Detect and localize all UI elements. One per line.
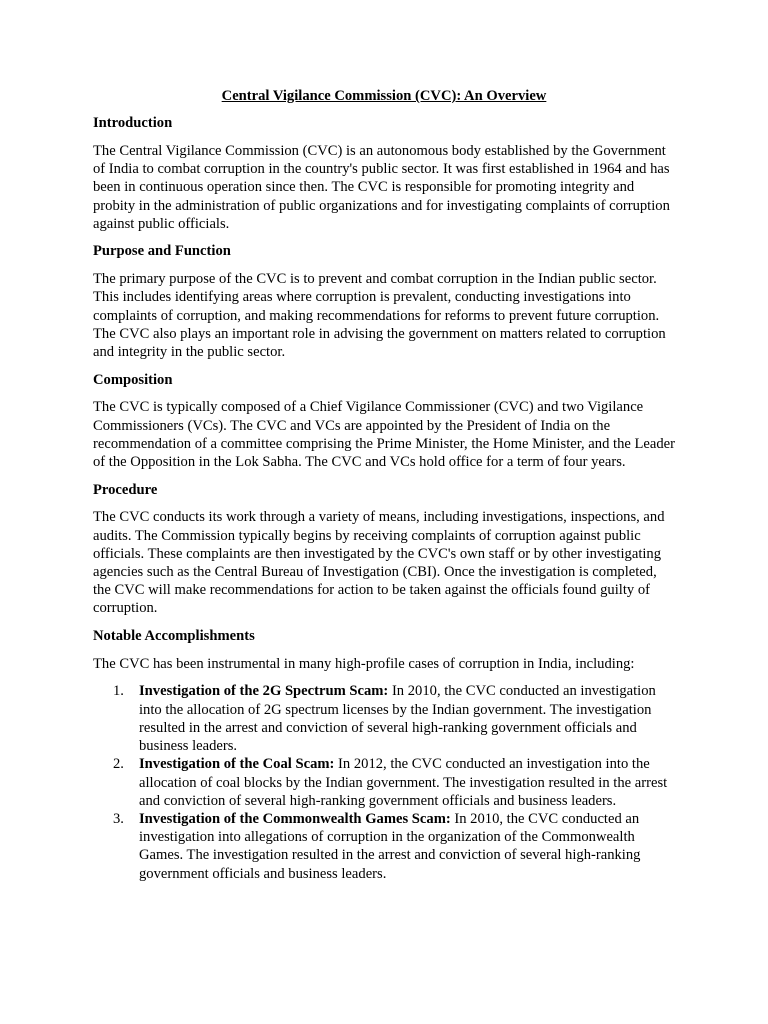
section-paragraph-composition: The CVC is typically composed of a Chief Vigilance Commissioner (CVC) and two Vigilance Commissioners (VCs). The CVC and VCs are appointed by the President of India on the recommendation of a committee comprising the Prime Minister, the Home Minister, and the Leader of the Opposition in the Lok Sabha. The CVC and VCs hold office for a term of four years.: [93, 399, 676, 470]
section-heading-accomplishments: Notable Accomplishments: [93, 628, 255, 645]
list-item: [93, 810, 675, 883]
list-item: [93, 682, 675, 755]
list-item-text: In 2012, the CVC conducted an investigation into the allocation of coal blocks by the Indian government. The investigation resulted in the arrest and conviction of several high-ranking government officials and business leaders.: [139, 756, 668, 809]
section-heading-introduction: Introduction: [93, 115, 173, 132]
list-item-number: 3.: [113, 810, 124, 827]
list-item-number: 2.: [113, 756, 124, 773]
section-paragraph-introduction: The Central Vigilance Commission (CVC) is an autonomous body established by the Government of India to combat corruption in the country's public sector. It was first established in 1964 and has been in continuous operation since then. The CVC is responsible for promoting integrity and probity in the administration of public organizations and for investigating complaints of corruption against public officials.: [93, 142, 670, 232]
document-title: Central Vigilance Commission (CVC): An Overview: [221, 88, 547, 104]
section-paragraph-purpose: The primary purpose of the CVC is to prevent and combat corruption in the Indian public sector. This includes identifying areas where corruption is prevalent, conducting investigations into complaints of corruption, and making recommendations for reforms to prevent future corruption. The CVC also plays an important role in advising the government on matters related to corruption and integrity in the public sector.: [93, 271, 666, 360]
section-heading-procedure: Procedure: [93, 481, 158, 498]
list-item-text: In 2010, the CVC conducted an investigation into allegations of corruption in the organization of the Commonwealth Games. The investigation resulted in the arrest and conviction of several high-ranking government officials and business leaders.: [139, 810, 641, 882]
section-paragraph-accomplishments: The CVC has been instrumental in many high-profile cases of corruption in India, including:: [93, 655, 635, 672]
section-heading-composition: Composition: [93, 371, 173, 388]
list-item-text: In 2010, the CVC conducted an investigation into the allocation of 2G spectrum licenses by the Indian government. The investigation resulted in the arrest and conviction of several high-ranking government officials and business leaders.: [139, 683, 656, 755]
section-heading-purpose: Purpose and Function: [93, 243, 231, 260]
list-item-number: 1.: [113, 683, 124, 700]
list-item-lead: Investigation of the 2G Spectrum Scam:: [139, 683, 389, 700]
accomplishments-list: [93, 682, 675, 882]
list-item-lead: Investigation of the Commonwealth Games Scam:: [139, 810, 451, 827]
section-paragraph-procedure: The CVC conducts its work through a variety of means, including investigations, inspections, and audits. The Commission typically begins by receiving complaints of corruption against public officials. These complaints are then investigated by the CVC's own staff or by other investigating agencies such as the Central Bureau of Investigation (CBI). Once the investigation is completed, the CVC will make recommendations for action to be taken against the officials found guilty of corruption.: [93, 509, 665, 617]
list-item-lead: Investigation of the Coal Scam:: [139, 756, 335, 773]
list-item: [93, 755, 675, 810]
